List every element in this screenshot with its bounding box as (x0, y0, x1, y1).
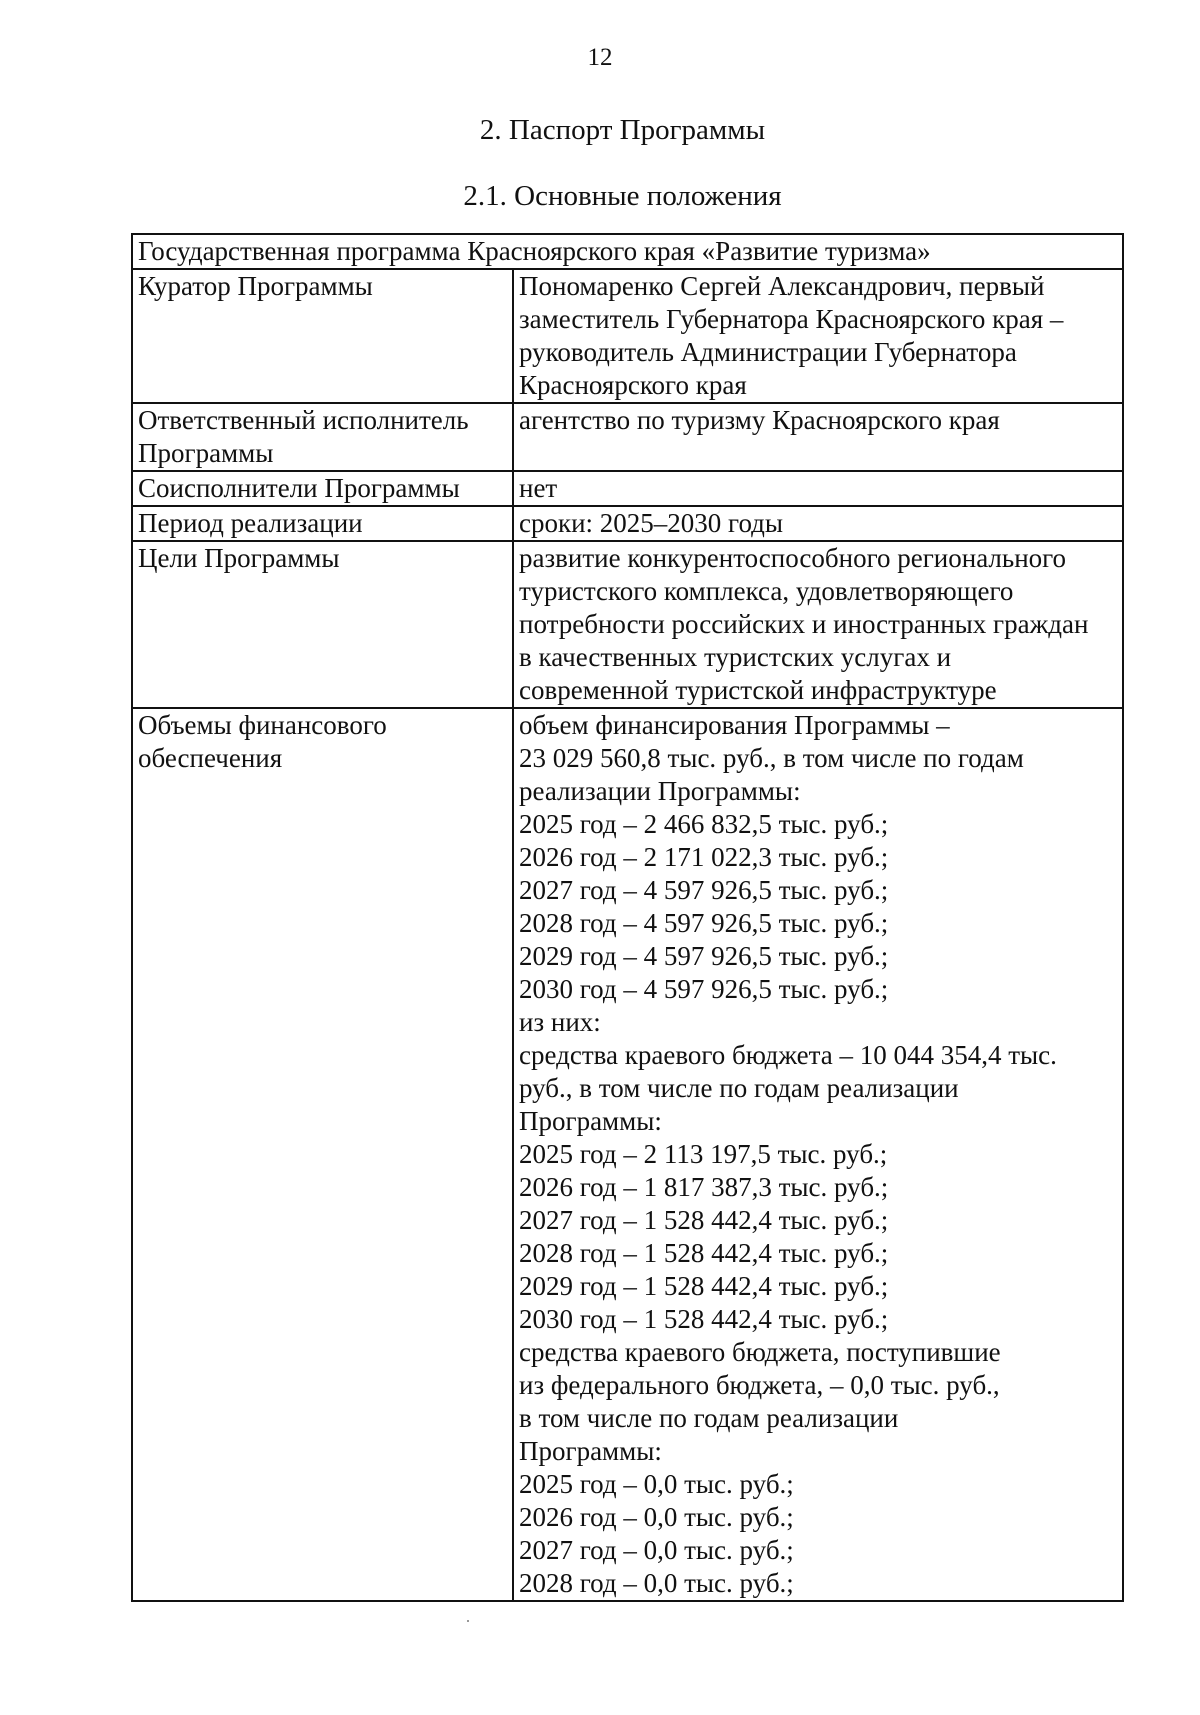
row-label: Куратор Программы (132, 269, 513, 403)
value-line: средства краевого бюджета, поступившие (519, 1337, 1001, 1367)
value-line: 2025 год – 2 113 197,5 тыс. руб.; (519, 1139, 888, 1169)
value-line: 2028 год – 4 597 926,5 тыс. руб.; (519, 908, 889, 938)
row-label: Период реализации (132, 506, 513, 541)
value-line: руководитель Администрации Губернатора (519, 337, 1017, 367)
row-value (513, 541, 1123, 708)
value-line: заместитель Губернатора Красноярского края – (519, 304, 1064, 334)
row-value (513, 269, 1123, 403)
value-line: из них: (519, 1007, 601, 1037)
value-line: 23 029 560,8 тыс. руб., в том числе по годам (519, 743, 1024, 773)
value-line: руб., в том числе по годам реализации (519, 1073, 959, 1103)
value-line: 2026 год – 2 171 022,3 тыс. руб.; (519, 842, 889, 872)
row-value (513, 403, 1123, 471)
subsection-title: 2.1. Основные положения (463, 180, 782, 212)
page-number: 12 (587, 44, 613, 71)
value-line: 2029 год – 1 528 442,4 тыс. руб.; (519, 1271, 889, 1301)
value-line: Пономаренко Сергей Александрович, первый (519, 271, 1045, 301)
value-line: потребности российских и иностранных граждан (519, 609, 1089, 639)
value-line: Программы: (519, 1436, 662, 1466)
value-line: сроки: 2025–2030 годы (519, 508, 784, 538)
value-line: 2027 год – 4 597 926,5 тыс. руб.; (519, 875, 889, 905)
row-value (513, 708, 1123, 1601)
row-label: Ответственный исполнитель Программы (132, 403, 513, 471)
value-line: реализации Программы: (519, 776, 801, 806)
value-line: из федерального бюджета, – 0,0 тыс. руб., (519, 1370, 1000, 1400)
scan-speck (467, 1620, 469, 1622)
table-row (132, 708, 1123, 1601)
value-line: 2026 год – 1 817 387,3 тыс. руб.; (519, 1172, 889, 1202)
table-header-row (132, 234, 1123, 269)
table-row (132, 269, 1123, 403)
value-line: 2027 год – 1 528 442,4 тыс. руб.; (519, 1205, 889, 1235)
row-value (513, 506, 1123, 541)
row-label: Цели Программы (132, 541, 513, 708)
value-line: современной туристской инфраструктуре (519, 675, 997, 705)
value-line: 2030 год – 1 528 442,4 тыс. руб.; (519, 1304, 889, 1334)
value-line: в качественных туристских услугах и (519, 642, 952, 672)
value-line: агентство по туризму Красноярского края (519, 405, 1000, 435)
passport-table (131, 233, 1124, 1602)
value-line: средства краевого бюджета – 10 044 354,4 тыс. (519, 1040, 1057, 1070)
row-label: Соисполнители Программы (132, 471, 513, 506)
value-line: 2025 год – 0,0 тыс. руб.; (519, 1469, 794, 1499)
value-line: 2029 год – 4 597 926,5 тыс. руб.; (519, 941, 889, 971)
value-line: туристского комплекса, удовлетворяющего (519, 576, 1014, 606)
value-line: в том числе по годам реализации (519, 1403, 899, 1433)
row-label: Объемы финансового обеспечения (132, 708, 513, 1601)
table-header: Государственная программа Красноярского края «Развитие туризма» (132, 234, 1123, 269)
value-line: 2030 год – 4 597 926,5 тыс. руб.; (519, 974, 889, 1004)
table-row (132, 403, 1123, 471)
value-line: 2028 год – 1 528 442,4 тыс. руб.; (519, 1238, 889, 1268)
value-line: 2028 год – 0,0 тыс. руб.; (519, 1568, 794, 1598)
value-line: 2026 год – 0,0 тыс. руб.; (519, 1502, 794, 1532)
row-value (513, 471, 1123, 506)
table-row (132, 471, 1123, 506)
table-row (132, 506, 1123, 541)
table-row (132, 541, 1123, 708)
value-line: 2027 год – 0,0 тыс. руб.; (519, 1535, 794, 1565)
value-line: развитие конкурентоспособного регионального (519, 543, 1067, 573)
value-line: 2025 год – 2 466 832,5 тыс. руб.; (519, 809, 889, 839)
value-line: Красноярского края (519, 370, 747, 400)
value-line: объем финансирования Программы – (519, 710, 950, 740)
value-line: нет (519, 473, 558, 503)
value-line: Программы: (519, 1106, 662, 1136)
section-title: 2. Паспорт Программы (479, 114, 766, 146)
